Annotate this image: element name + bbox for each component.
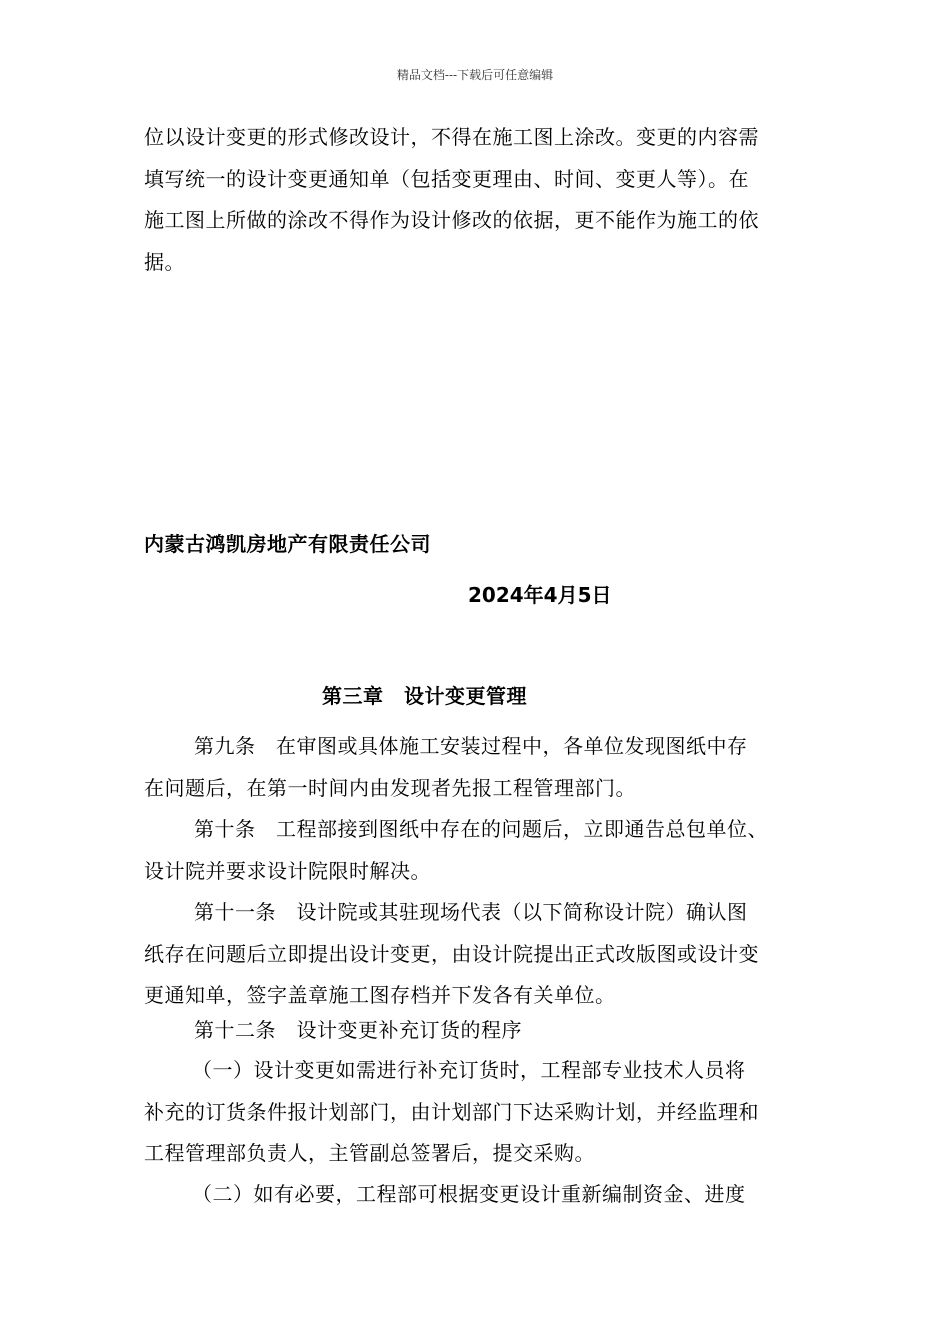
intro-line: 据。	[144, 249, 185, 274]
signature-date: 2024年4月5日	[468, 583, 612, 607]
article-9	[144, 726, 824, 809]
article-line: （一）设计变更如需进行补充订货时，工程部专业技术人员将	[192, 1058, 746, 1082]
intro-paragraph	[144, 117, 824, 283]
chapter-title: 第三章 设计变更管理	[322, 684, 527, 708]
article-10	[144, 809, 824, 892]
article-11	[144, 892, 824, 1017]
intro-line: 填写统一的设计变更通知单（包括变更理由、时间、变更人等）。在	[144, 166, 749, 191]
article-12-item-1	[144, 1050, 824, 1175]
company-name: 内蒙古鸿凯房地产有限责任公司	[144, 532, 431, 556]
article-line: 纸存在问题后立即提出设计变更，由设计院提出正式改版图或设计变	[144, 941, 759, 966]
article-line: 补充的订货条件报计划部门，由计划部门下达采购计划，并经监理和	[144, 1099, 759, 1124]
article-line: 第十二条 设计变更补充订货的程序	[194, 1018, 522, 1042]
intro-line: 位以设计变更的形式修改设计，不得在施工图上涂改。变更的内容需	[144, 125, 759, 149]
article-line: 更通知单，签字盖章施工图存档并下发各有关单位。	[144, 983, 616, 1007]
article-12	[144, 1010, 824, 1052]
article-line: 第十条 工程部接到图纸中存在的问题后，立即通告总包单位、	[194, 817, 768, 841]
article-12-item-2	[144, 1174, 824, 1216]
article-line: 设计院并要求设计院限时解决。	[144, 858, 431, 883]
article-line: 在问题后，在第一时间内由发现者先报工程管理部门。	[144, 775, 636, 800]
article-line: （二）如有必要，工程部可根据变更设计重新编制资金、进度	[192, 1182, 746, 1206]
article-line: 第十一条 设计院或其驻现场代表（以下简称设计院）确认图	[194, 900, 748, 924]
page-header: 精品文档---下载后可任意编辑	[396, 68, 554, 82]
article-line: 工程管理部负责人，主管副总签署后，提交采购。	[144, 1141, 595, 1165]
article-line: 第九条 在审图或具体施工安装过程中，各单位发现图纸中存	[194, 734, 748, 758]
intro-line: 施工图上所做的涂改不得作为设计修改的依据，更不能作为施工的依	[144, 208, 759, 232]
